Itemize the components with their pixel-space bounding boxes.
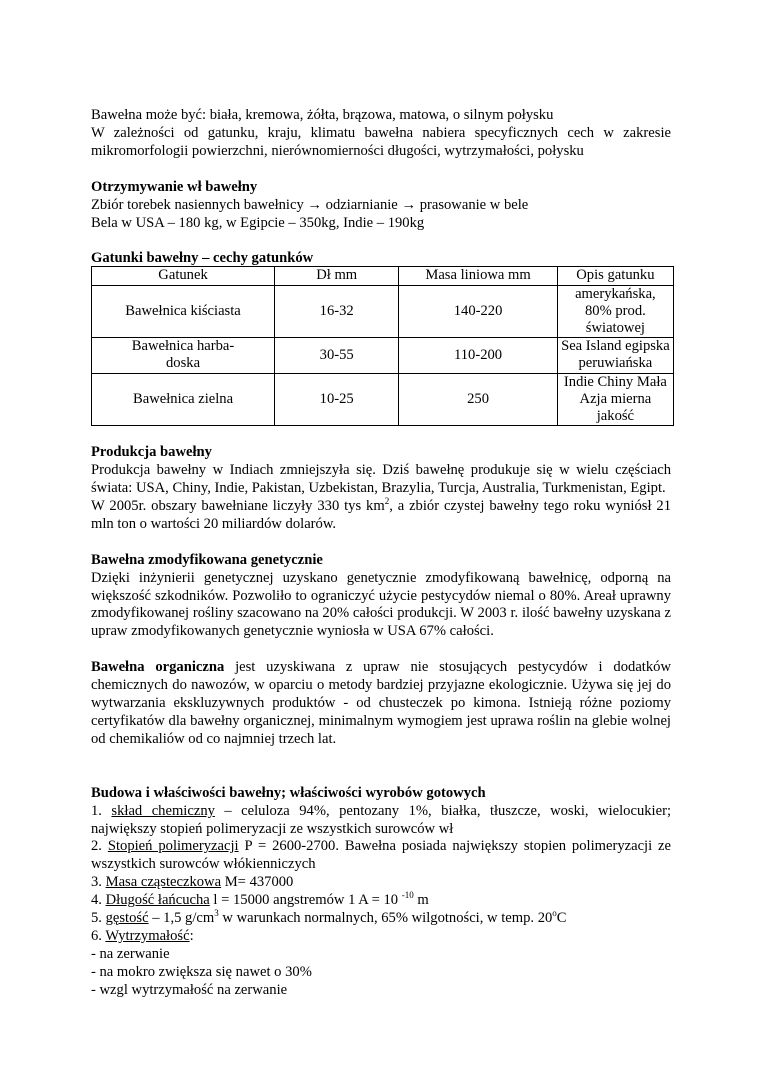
item-number: 2.	[91, 838, 108, 855]
arrow-right-icon: →	[307, 196, 322, 213]
species-desc	[557, 338, 673, 373]
production-text: , a zbiór czystej bawełny tego roku wyniósł 21 mln ton o wartości 20 miliardów dolarów.	[91, 497, 671, 532]
table-row	[92, 285, 674, 338]
species-length: 16-32	[275, 285, 399, 338]
arrow-right-icon: →	[401, 196, 417, 213]
desc-line: amerykańska,	[575, 285, 656, 302]
gmo-paragraph: Dzięki inżynierii genetycznej uzyskano genetycznie zmodyfikowaną bawełnicę, odporną na większość szkodników. Pozwoliło to ograniczyć użycie pestycydów niemal o 80%. Areał uprawny zmodyfikowanej rośliny szacowano na 20% całości produkcji. W 2003 r. ilość bawełny uzyskana z upraw zmodyfikowanych genetycznie wyniosła w USA 67% całości.	[91, 569, 671, 640]
superscript: o	[552, 908, 557, 919]
production-heading: Produkcja bawełny	[91, 444, 212, 461]
species-table-title: Gatunki bawełny – cechy gatunków	[91, 250, 314, 267]
obtaining-heading: Otrzymywanie wł bawełny	[91, 178, 258, 195]
strength-sub-1: - na zerwanie	[91, 945, 170, 962]
item-number: 1.	[91, 802, 112, 819]
species-mass: 110-200	[399, 338, 557, 373]
species-table	[91, 266, 674, 426]
desc-line: Sea Island egipska	[561, 338, 670, 355]
item-number: 5.	[91, 910, 106, 927]
organic-paragraph	[91, 659, 671, 749]
organic-text: jest uzyskiwana z upraw nie stosujących pestycydów i dodatków chemicznych do nawozów, w oparciu o metody bardziej przyjazne ekologicznie. Używa się jej do wytwarzania ekskluzywnych produktów - od chusteczek po kimona. Istnieją różne poziomy certyfikatów dla bawełny organicznej, minimalnym wymogiem jest uprawa roślin na glebie wolnej od chemikaliów od co najmniej trzech lat.	[91, 659, 671, 747]
desc-line: peruwiańska	[578, 355, 653, 372]
structure-item-3	[91, 874, 671, 892]
structure-item-2	[91, 838, 671, 874]
species-length: 10-25	[275, 373, 399, 426]
item-text: :	[189, 928, 194, 945]
superscript: 3	[214, 908, 219, 919]
species-name: Bawełnica zielna	[92, 373, 275, 426]
structure-heading: Budowa i właściwości bawełny; właściwości wyrobów gotowych	[91, 784, 486, 801]
intro-line-1: Bawełna może być: biała, kremowa, żółta, brązowa, matowa, o silnym połysku	[91, 107, 554, 123]
intro-line-2: W zależności od gatunku, kraju, klimatu bawełna nabiera specyficznych cech w zakresie mikromorfologii powierzchni, nierównomierności długości, wytrzymałości, połysku	[91, 124, 671, 159]
species-name	[92, 338, 275, 373]
desc-line: 80% prod. światowej	[584, 302, 646, 336]
production-paragraph-2	[91, 495, 671, 534]
name-line: Bawełnica harba-	[131, 338, 235, 355]
process-step-1: Zbiór torebek nasiennych bawełnicy	[91, 196, 304, 213]
item-text: l = 15000 angstremów 1 A = 10	[209, 892, 402, 909]
structure-item-1	[91, 803, 671, 839]
strength-sub-3: - wzgl wytrzymałość na zerwanie	[91, 981, 288, 998]
item-term: Wytrzymałość	[105, 928, 190, 945]
item-number: 4.	[91, 892, 106, 909]
species-mass: 140-220	[399, 285, 557, 338]
bale-weights: Bela w USA – 180 kg, w Egipcie – 350kg, Indie – 190kg	[91, 214, 425, 231]
production-paragraph-1: Produkcja bawełny w Indiach zmniejszyła się. Dziś bawełnę produkuje się w wielu częściach świata: USA, Chiny, Indie, Pakistan, Uzbekistan, Brazylia, Turcja, Australia, Turkmenistan, Egipt.	[91, 462, 671, 496]
process-step-2: odziarnianie	[325, 196, 398, 213]
column-header: Opis gatunku	[557, 267, 673, 285]
obtaining-process	[91, 197, 671, 215]
desc-line: Azja mierna jakość	[579, 390, 652, 424]
item-term: gęstość	[105, 910, 149, 927]
table-row	[92, 338, 674, 373]
item-term: Stopień polimeryzacji	[107, 838, 239, 855]
structure-item-5	[91, 910, 671, 928]
superscript: -10	[401, 890, 414, 901]
table-header-row	[92, 267, 674, 285]
table-row	[92, 373, 674, 426]
strength-sub-2: - na mokro zwiększa się nawet o 30%	[91, 963, 312, 980]
item-term: Masa cząsteczkowa	[105, 874, 222, 891]
item-text: m	[413, 892, 429, 909]
organic-term: Bawełna organiczna	[91, 659, 225, 676]
item-term: skład chemiczny	[111, 802, 215, 819]
name-line: doska	[166, 355, 201, 372]
column-header: Gatunek	[92, 267, 275, 285]
structure-item-4	[91, 892, 671, 910]
superscript: 2	[384, 495, 390, 506]
species-mass: 250	[399, 373, 557, 426]
gmo-heading: Bawełna zmodyfikowana genetycznie	[91, 551, 323, 568]
structure-item-6	[91, 928, 671, 946]
desc-line: Indie Chiny Mała	[563, 373, 667, 390]
species-desc	[557, 285, 673, 338]
item-text: P = 2600-2700. Bawełna posiada największy stopien polimeryzacji ze wszystkich surowców włókienniczych	[91, 838, 672, 873]
item-text: – celuloza 94%, pentozany 1%, białka, tłuszcze, woski, wielocukier; największy stopień polimeryzacji ze wszystkich surowców wł	[91, 802, 671, 837]
species-name: Bawełnica kiściasta	[92, 285, 275, 338]
production-text: W 2005r. obszary bawełniane liczyły 330 tys km	[91, 497, 385, 514]
item-text: M= 437000	[221, 874, 294, 891]
item-text: – 1,5 g/cm	[148, 910, 215, 927]
document-page	[91, 107, 671, 1000]
item-text: w warunkach normalnych, 65% wilgotności, w temp. 20	[218, 910, 553, 927]
column-header: Dł mm	[275, 267, 399, 285]
item-term: Długość łańcucha	[105, 892, 210, 909]
species-desc	[557, 373, 673, 426]
item-number: 3.	[91, 874, 106, 891]
process-step-3: prasowanie w bele	[419, 196, 529, 213]
item-number: 6.	[91, 928, 106, 945]
species-length: 30-55	[275, 338, 399, 373]
item-text: C	[556, 910, 567, 927]
column-header: Masa liniowa mm	[399, 267, 557, 285]
